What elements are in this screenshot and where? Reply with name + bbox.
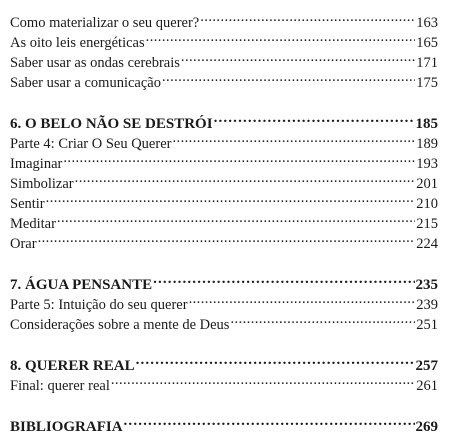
toc-entry-page: 210 (416, 196, 438, 212)
dot-leader (214, 108, 415, 128)
dot-leader (46, 188, 416, 208)
dot-leader (38, 228, 416, 248)
toc-entry-page: 261 (416, 378, 438, 394)
toc-entry (10, 188, 438, 212)
toc-entry-page: 239 (416, 297, 438, 313)
toc-entry-page: 201 (416, 176, 438, 192)
dot-leader (172, 128, 415, 148)
dot-leader (146, 27, 416, 47)
dot-leader (75, 168, 416, 188)
dot-leader (124, 411, 415, 431)
toc-chapter-heading (10, 108, 438, 132)
dot-leader (189, 289, 416, 309)
toc-entry (10, 148, 438, 172)
toc-entry (10, 7, 438, 31)
dot-leader (200, 7, 415, 27)
toc-entry-page: 175 (416, 75, 438, 91)
chapter-title: 7. ÁGUA PENSANTE (10, 277, 153, 293)
dot-leader (136, 350, 415, 370)
toc-entry-title: Parte 4: Criar O Seu Querer (10, 136, 172, 152)
toc-chapter-heading (10, 269, 438, 293)
dot-leader (153, 269, 414, 289)
toc-entry-page: 163 (416, 15, 438, 31)
dot-leader (230, 309, 415, 329)
dot-leader (57, 208, 415, 228)
toc-entry-title: Imaginar (10, 156, 63, 172)
toc-entry (10, 208, 438, 232)
toc-entry-page: 224 (416, 236, 438, 252)
chapter-title: 6. O BELO NÃO SE DESTRÓI (10, 116, 213, 132)
toc-entry-title: As oito leis energéticas (10, 35, 145, 51)
toc-entry-title: Meditar (10, 216, 56, 232)
toc-entry-title: Simbolizar (10, 176, 74, 192)
bibliography-title: BIBLIOGRAFIA (10, 419, 123, 435)
toc-entry-page: 215 (416, 216, 438, 232)
dot-leader (162, 67, 415, 87)
dot-leader (181, 47, 415, 67)
bibliography-page: 269 (415, 419, 438, 435)
table-of-contents (10, 7, 438, 435)
toc-entry-title: Sentir (10, 196, 45, 212)
toc-entry-title: Saber usar as ondas cerebrais (10, 55, 180, 71)
toc-entry-title: Orar (10, 236, 37, 252)
dot-leader (111, 370, 415, 390)
toc-entry-page: 165 (416, 35, 438, 51)
toc-entry-title: Considerações sobre a mente de Deus (10, 317, 230, 333)
toc-entry (10, 168, 438, 192)
chapter-title: 8. QUERER REAL (10, 358, 135, 374)
chapter-page: 185 (415, 116, 438, 132)
dot-leader (63, 148, 415, 168)
toc-entry-page: 251 (416, 317, 438, 333)
toc-bibliography-heading (10, 411, 438, 435)
toc-entry-title: Como materializar o seu querer? (10, 15, 200, 31)
chapter-page: 257 (415, 358, 438, 374)
chapter-page: 235 (415, 277, 438, 293)
toc-chapter-heading (10, 350, 438, 374)
toc-entry-title: Saber usar a comunicação (10, 75, 161, 91)
toc-entry-title: Final: querer real (10, 378, 110, 394)
toc-entry (10, 228, 438, 252)
toc-entry-page: 193 (416, 156, 438, 172)
section-spacer (10, 248, 438, 269)
toc-entry-page: 189 (416, 136, 438, 152)
toc-entry-page: 171 (416, 55, 438, 71)
toc-entry-title: Parte 5: Intuição do seu querer (10, 297, 188, 313)
